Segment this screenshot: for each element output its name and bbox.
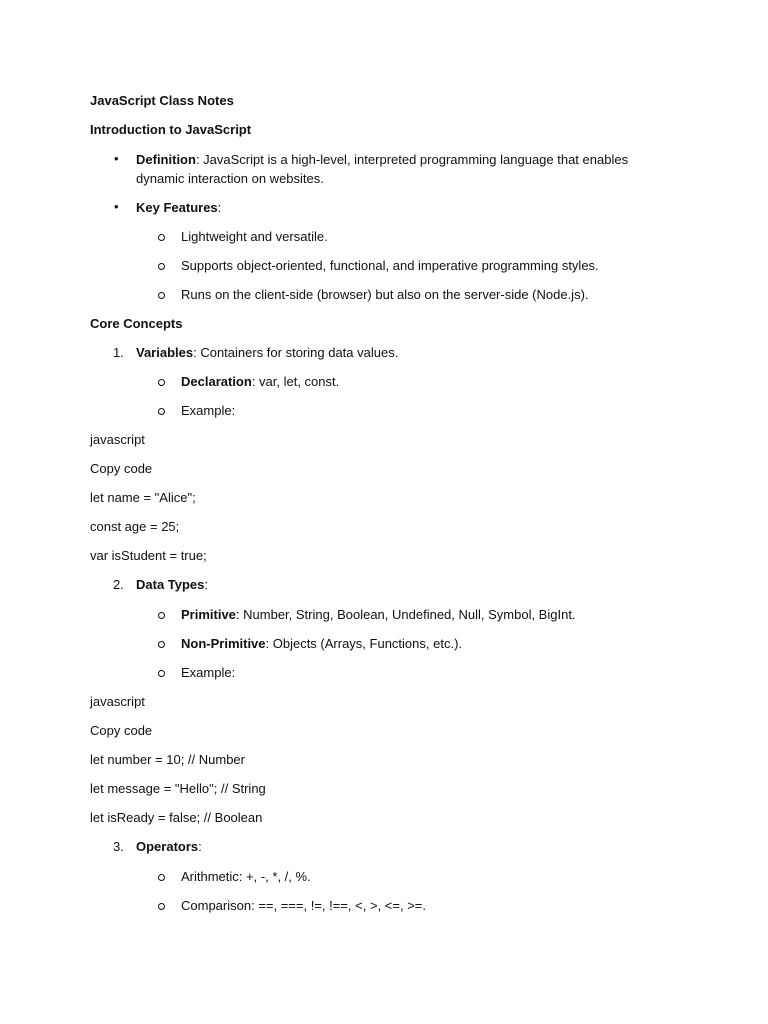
sub-bullet-circle-icon (158, 874, 165, 881)
code-line: var isStudent = true; (90, 548, 207, 563)
declaration-text: : var, let, const. (251, 374, 340, 389)
key-features-label: Key Features (136, 200, 218, 215)
nonprimitive-line (181, 635, 462, 653)
code-line: let message = "Hello"; // String (90, 781, 266, 796)
sub-bullet-circle-icon (158, 379, 165, 386)
list-number: 1. (113, 345, 124, 360)
primitive-text: : Number, String, Boolean, Undefined, Null, Symbol, BigInt. (235, 607, 576, 622)
sub-bullet-circle-icon (158, 263, 165, 270)
key-features-colon: : (217, 200, 222, 215)
comparison-line: Comparison: ==, ===, !=, !==, <, >, <=, >=. (181, 898, 426, 913)
sub-bullet-circle-icon (158, 234, 165, 241)
datatypes-line (136, 576, 208, 594)
sub-bullet-circle-icon (158, 641, 165, 648)
primitive-line (181, 606, 576, 624)
declaration-line (181, 373, 339, 391)
code-line: let number = 10; // Number (90, 752, 245, 767)
copy-code-button[interactable]: Copy code (90, 461, 153, 476)
definition-line-1 (136, 151, 628, 169)
datatypes-colon: : (204, 577, 209, 592)
operators-colon: : (198, 839, 202, 854)
definition-label: Definition (136, 152, 196, 167)
nonprimitive-label: Non-Primitive (181, 636, 266, 651)
sub-bullet-circle-icon (158, 670, 165, 677)
operators-line (136, 838, 202, 856)
nonprimitive-text: : Objects (Arrays, Functions, etc.). (265, 636, 463, 651)
variables-line (136, 344, 398, 362)
bullet-dot-icon: • (114, 199, 119, 214)
variables-text: : Containers for storing data values. (193, 345, 399, 360)
core-heading: Core Concepts (90, 316, 183, 331)
code-line: const age = 25; (90, 519, 180, 534)
copy-code-button[interactable]: Copy code (90, 723, 153, 738)
code-language-label: javascript (90, 694, 145, 709)
list-number: 3. (113, 839, 124, 854)
arithmetic-line: Arithmetic: +, -, *, /, %. (181, 869, 311, 884)
sub-bullet-circle-icon (158, 292, 165, 299)
definition-text: : JavaScript is a high-level, interpreted programming language that enables (195, 152, 629, 167)
sub-bullet-circle-icon (158, 612, 165, 619)
feature-item: Runs on the client-side (browser) but also on the server-side (Node.js). (181, 287, 589, 302)
definition-line-2: dynamic interaction on websites. (136, 171, 324, 186)
declaration-label: Declaration (181, 374, 252, 389)
example-label: Example: (181, 403, 236, 418)
sub-bullet-circle-icon (158, 408, 165, 415)
primitive-label: Primitive (181, 607, 236, 622)
code-line: let isReady = false; // Boolean (90, 810, 263, 825)
operators-label: Operators (136, 839, 199, 854)
datatypes-label: Data Types (136, 577, 205, 592)
code-line: let name = "Alice"; (90, 490, 196, 505)
code-language-label: javascript (90, 432, 145, 447)
feature-item: Supports object-oriented, functional, and imperative programming styles. (181, 258, 599, 273)
doc-title: JavaScript Class Notes (90, 93, 234, 108)
sub-bullet-circle-icon (158, 903, 165, 910)
list-number: 2. (113, 577, 124, 592)
example-label: Example: (181, 665, 236, 680)
bullet-dot-icon: • (114, 151, 119, 166)
variables-label: Variables (136, 345, 194, 360)
intro-heading: Introduction to JavaScript (90, 122, 252, 137)
feature-item: Lightweight and versatile. (181, 229, 328, 244)
key-features-line (136, 199, 221, 217)
